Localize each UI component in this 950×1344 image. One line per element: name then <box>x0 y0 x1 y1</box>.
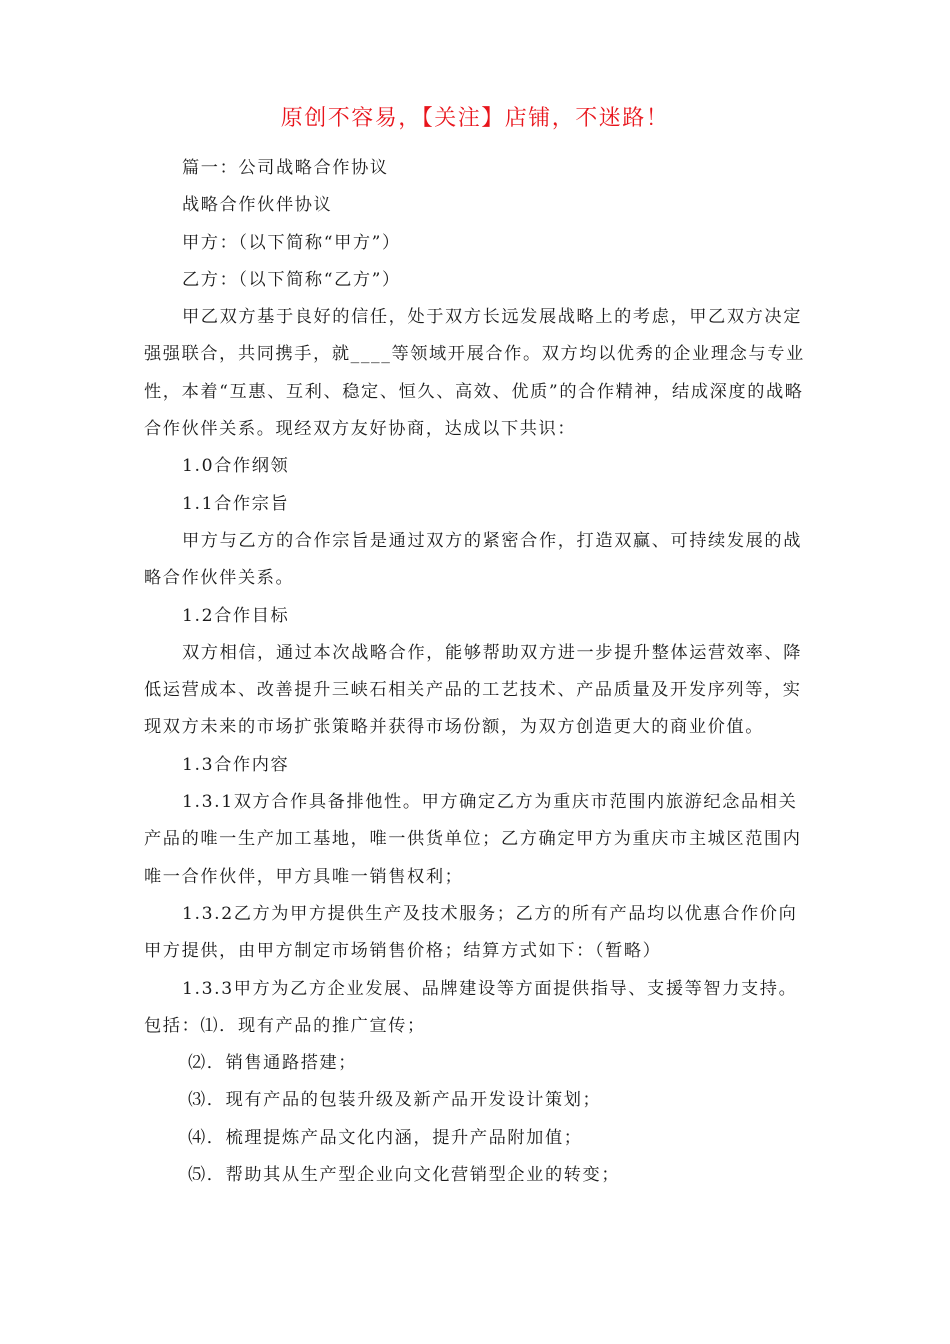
clause-paragraph: 1.3.1双方合作具备排他性。甲方确定乙方为重庆市范围内旅游纪念品相关产品的唯一生产加工基地，唯一供货单位；乙方确定甲方为重庆市主城区范围内唯一合作伙伴，甲方具唯一销售权利； <box>144 792 802 887</box>
document-body <box>144 150 816 1194</box>
list-item: ⑵．销售通路搭建； <box>188 1053 358 1074</box>
list-item: ⑶．现有产品的包装升级及新产品开发设计策划； <box>188 1090 602 1111</box>
clause-paragraph: 1.3.2乙方为甲方提供生产及技术服务；乙方的所有产品均以优惠合作价向甲方提供，由甲方制定市场销售价格；结算方式如下：（暂略） <box>144 903 798 962</box>
section-heading: 1.0合作纲领 <box>182 456 290 477</box>
section-heading: 1.1合作宗旨 <box>182 493 290 514</box>
preamble-paragraph: 甲乙双方基于良好的信任，处于双方长远发展战略上的考虑，甲乙双方决定强强联合，共同携手，就____等领域开展合作。双方均以优秀的企业理念与专业性，本着“互惠、互利、稳定、恒久、高效、优质”的合作精神，结成深度的战略合作伙伴关系。现经双方友好协商，达成以下共识： <box>144 307 805 440</box>
party-a-line: 甲方：（以下简称“甲方”） <box>182 232 401 253</box>
party-b-line: 乙方：（以下简称“乙方”） <box>182 269 401 290</box>
section-heading: 1.2合作目标 <box>182 605 290 626</box>
chapter-heading: 篇一：公司战略合作协议 <box>182 158 389 178</box>
clause-paragraph: 1.3.3甲方为乙方企业发展、品牌建设等方面提供指导、支援等智力支持。包括：⑴．现有产品的推广宣传； <box>144 978 798 1036</box>
section-heading: 1.3合作内容 <box>182 754 290 775</box>
list-item: ⑸．帮助其从生产型企业向文化营销型企业的转变； <box>188 1165 621 1186</box>
section-paragraph: 双方相信，通过本次战略合作，能够帮助双方进一步提升整体运营效率、降低运营成本、改善提升三峡石相关产品的工艺技术、产品质量及开发序列等，实现双方未来的市场扩张策略并获得市场份额，为双方创造更大的商业价值。 <box>144 642 802 738</box>
agreement-title: 战略合作伙伴协议 <box>182 195 333 216</box>
list-item: ⑷．梳理提炼产品文化内涵，提升产品附加值； <box>188 1127 583 1148</box>
section-paragraph: 甲方与乙方的合作宗旨是通过双方的紧密合作，打造双赢、可持续发展的战略合作伙伴关系。 <box>144 530 802 589</box>
promo-banner: 原创不容易，【关注】店铺，不迷路！ <box>280 106 670 131</box>
